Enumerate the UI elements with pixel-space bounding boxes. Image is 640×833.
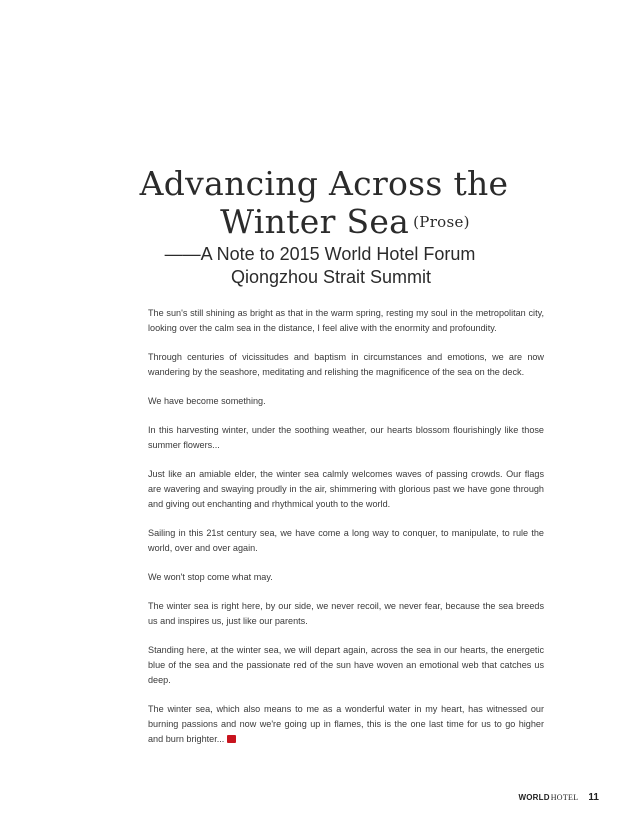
article-body: [148, 306, 544, 747]
article-title-line-1: Advancing Across the: [139, 164, 509, 203]
brand-name-world: WORLD: [518, 793, 550, 802]
article-subtitle-line-2: Qiongzhou Strait Summit: [230, 267, 432, 287]
paragraph-10: [148, 702, 544, 747]
article-title-suffix: (Prose): [413, 213, 470, 231]
brand-name-hotel: HOTEL: [550, 793, 579, 802]
paragraph-6: Sailing in this 21st century sea, we have come a long way to conquer, to manipulate, to rule the world, over and over again.: [148, 528, 544, 553]
red-square-end-mark-icon: [227, 735, 236, 743]
article-title-main: Winter Sea: [220, 202, 410, 241]
paragraph-3: We have become something.: [148, 396, 266, 406]
page-number: 11: [588, 792, 599, 803]
page-footer: [518, 792, 599, 803]
paragraph-8: The winter sea is right here, by our side, we never recoil, we never fear, because the sea breeds us and inspires us, just like our parents.: [148, 601, 544, 626]
paragraph-1: The sun's still shining as bright as that in the warm spring, resting my soul in the metropolitan city, looking over the calm sea in the distance, I feel alive with the enormity and profoundity.: [148, 308, 544, 333]
article-title-line-2: [0, 203, 640, 241]
paragraph-9: Standing here, at the winter sea, we will depart again, across the sea in our hearts, the energetic blue of the sea and the passionate red of the sun have woven an emotional web that catches us deep.: [148, 645, 544, 685]
paragraph-7: We won't stop come what may.: [148, 572, 273, 582]
paragraph-4: In this harvesting winter, under the soothing weather, our hearts blossom flourishingly like those summer flowers...: [148, 425, 544, 450]
paragraph-10-text: The winter sea, which also means to me as a wonderful water in my heart, has witnessed our burning passions and now we're going up in flames, this is the one last time for us to go higher and burn brighter...: [148, 704, 544, 744]
article-header: [0, 165, 640, 289]
paragraph-5: Just like an amiable elder, the winter sea calmly welcomes waves of passing crowds. Our flags are wavering and swaying proudly in the air, shimmering with glorious past we have gone through and giving out enchanting and rhythmical youth to the world.: [148, 469, 544, 509]
paragraph-2: Through centuries of vicissitudes and baptism in circumstances and emotions, we are now wandering by the seashore, meditating and relishing the magnificence of the sea on the deck.: [148, 352, 544, 377]
article-subtitle-line-1: ——A Note to 2015 World Hotel Forum: [164, 244, 476, 264]
